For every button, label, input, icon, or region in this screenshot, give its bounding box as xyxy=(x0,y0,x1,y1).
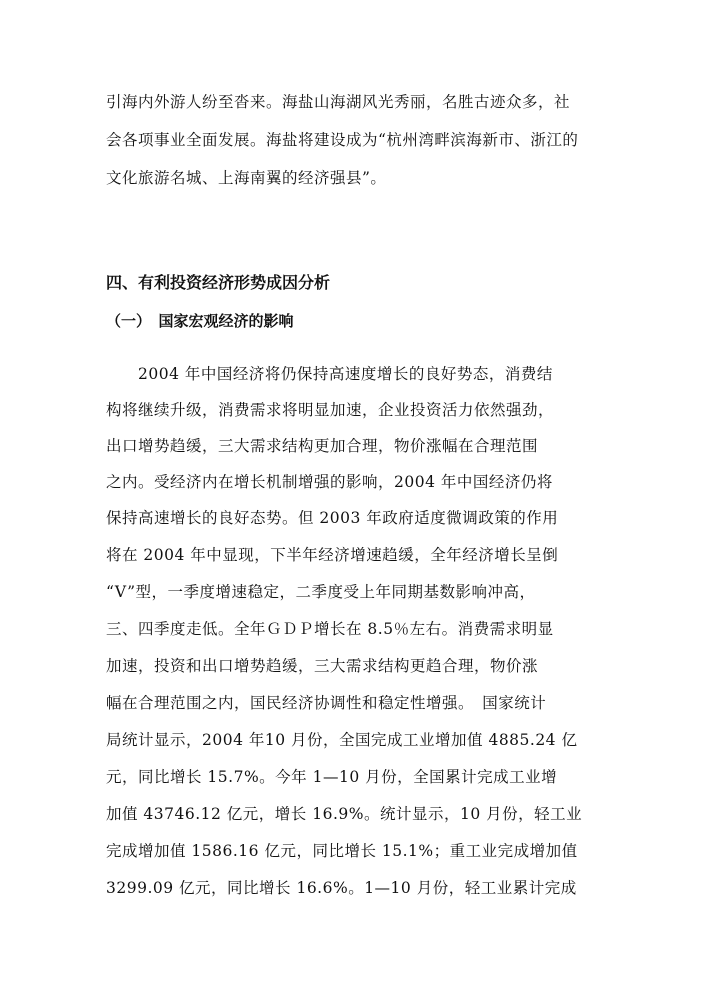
body-line-10: 幅在合理范围之内，国民经济协调性和稳定性增强。 国家统计 xyxy=(106,694,547,712)
body-line-9: 加速，投资和出口增势趋缓，三大需求结构更趋合理，物价涨 xyxy=(106,657,539,675)
body-line-5: 保持高速增长的良好态势。但 2003 年政府适度微调政策的作用 xyxy=(106,509,559,527)
body-line-12: 元，同比增长 15.7%。今年 1—10 月份，全国累计完成工业增 xyxy=(106,768,558,786)
intro-line-1: 引海内外游人纷至沓来。海盐山海湖风光秀丽，名胜古迹众多，社 xyxy=(106,93,571,111)
body-line-15: 3299.09 亿元，同比增长 16.6%。1—10 月份，轻工业累计完成 xyxy=(106,879,577,897)
body-line-1: 2004 年中国经济将仍保持高速度增长的良好势态，消费结 xyxy=(106,365,553,383)
body-line-6: 将在 2004 年中显现，下半年经济增速趋缓，全年经济增长呈倒 xyxy=(106,546,559,564)
body-line-4: 之内。受经济内在增长机制增强的影响，2004 年中国经济仍将 xyxy=(106,473,553,491)
body-line-14: 完成增加值 1586.16 亿元，同比增长 15.1%；重工业完成增加值 xyxy=(106,842,578,860)
section-heading: 四、有利投资经济形势成因分析 xyxy=(106,273,331,292)
body-line-8: 三、四季度走低。全年ＧＤＰ增长在 8.5％左右。消费需求明显 xyxy=(106,620,554,638)
body-line-11: 局统计显示，2004 年10 月份，全国完成工业增加值 4885.24 亿 xyxy=(106,731,578,749)
body-line-2: 构将继续升级，消费需求将明显加速，企业投资活力依然强劲， xyxy=(106,401,555,419)
body-line-7: “V”型，一季度增速稳定，二季度受上年同期基数影响冲高， xyxy=(106,583,536,601)
body-line-13: 加值 43746.12 亿元，增长 16.9%。统计显示，10 月份，轻工业 xyxy=(106,805,583,823)
intro-line-2: 会各项事业全面发展。海盐将建设成为“杭州湾畔滨海新市、浙江的 xyxy=(106,131,579,149)
subsection-heading: （一） 国家宏观经济的影响 xyxy=(106,312,294,330)
intro-line-3: 文化旅游名城、上海南翼的经济强县”。 xyxy=(106,169,387,187)
body-line-3: 出口增势趋缓，三大需求结构更加合理，物价涨幅在合理范围 xyxy=(106,437,539,455)
